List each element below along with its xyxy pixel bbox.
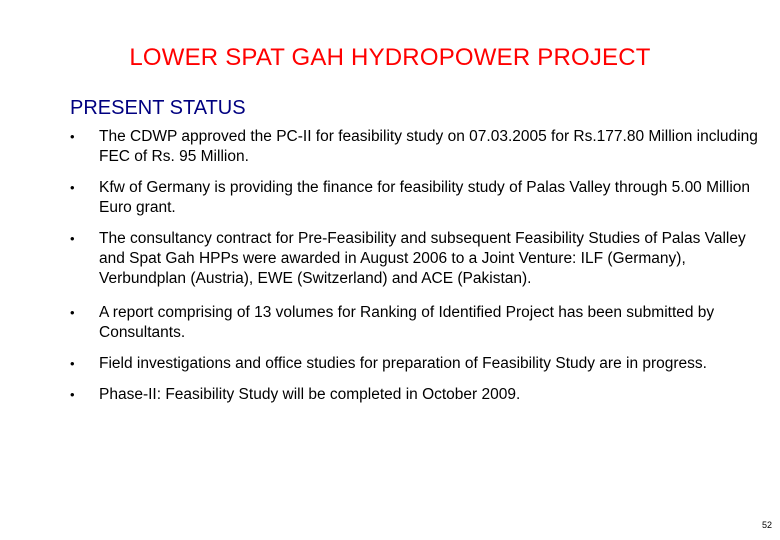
bullet-item-consultancy [70,229,775,289]
bullet-item-approval [70,127,775,167]
bullet-icon: • [70,305,75,320]
page-number: 52 [761,520,772,530]
status-bullet-list [70,127,775,416]
bullet-text: The CDWP approved the PC-II for feasibility study on 07.03.2005 for Rs.177.80 Million including FEC of Rs. 95 Million. [99,128,758,165]
bullet-text: Phase-II: Feasibility Study will be completed in October 2009. [99,386,521,403]
bullet-icon: • [70,231,75,246]
bullet-item-phase-ii [70,385,775,405]
bullet-item-report [70,303,775,343]
section-heading: PRESENT STATUS [70,97,246,119]
bullet-icon: • [70,387,75,402]
bullet-item-financing [70,178,775,218]
bullet-text: The consultancy contract for Pre-Feasibility and subsequent Feasibility Studies of Palas Valley and Spat Gah HPPs were awarded in August 2006 to a Joint Venture: ILF (Germany), Verbundplan (Austria), EWE (Switzerland) and ACE (Pakistan). [99,230,746,287]
slide-title: LOWER SPAT GAH HYDROPOWER PROJECT [129,44,651,71]
bullet-text: Kfw of Germany is providing the finance for feasibility study of Palas Valley through 5.00 Million Euro grant. [99,179,751,216]
bullet-text: Field investigations and office studies for preparation of Feasibility Study are in progress. [99,355,707,372]
bullet-text: A report comprising of 13 volumes for Ranking of Identified Project has been submitted by Consultants. [99,304,715,341]
bullet-item-investigations [70,354,775,374]
bullet-icon: • [70,356,75,371]
bullet-icon: • [70,129,75,144]
bullet-icon: • [70,180,75,195]
